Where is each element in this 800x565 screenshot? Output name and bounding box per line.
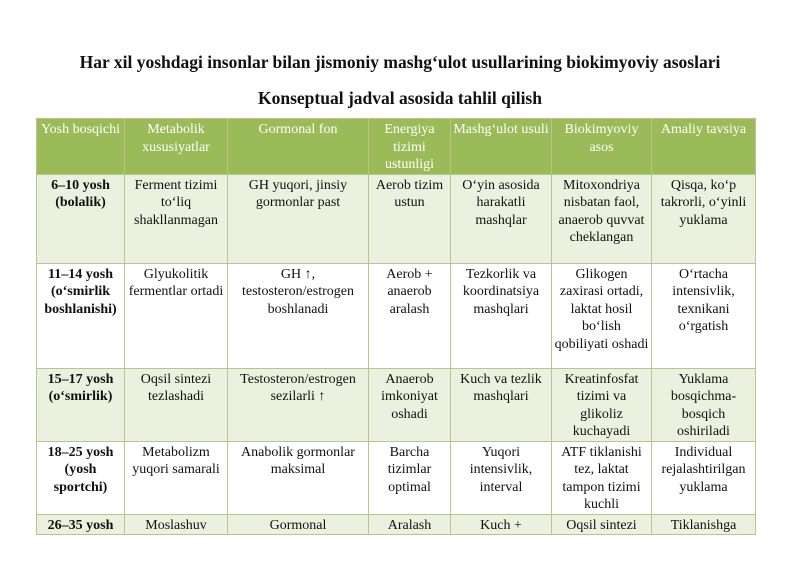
table-cell: Qisqa, ko‘p takrorli, o‘yinli yuklama bbox=[652, 174, 756, 263]
header-row bbox=[37, 119, 756, 175]
table-cell: Moslashuv bbox=[125, 514, 228, 535]
table-cell: Aerob tizim ustun bbox=[369, 174, 451, 263]
column-header: Metabolik xususiyatlar bbox=[125, 119, 228, 175]
table-cell: Mitoxondriya nisbatan faol, anaerob quvvat cheklangan bbox=[552, 174, 652, 263]
table-cell: 6–10 yosh (bolalik) bbox=[37, 174, 125, 263]
table-cell: Aralash bbox=[369, 514, 451, 535]
table-cell: 18–25 yosh (yosh sportchi) bbox=[37, 441, 125, 514]
table-row bbox=[37, 174, 756, 263]
column-header: Mashg‘ulot usuli bbox=[451, 119, 552, 175]
document-subtitle: Konseptual jadval asosida tahlil qilish bbox=[258, 88, 542, 108]
table-cell: Yuqori intensivlik, interval bbox=[451, 441, 552, 514]
biochemistry-table bbox=[36, 118, 756, 535]
column-header: Biokimyoviy asos bbox=[552, 119, 652, 175]
table-cell: Tezkorlik va koordinatsiya mashqlari bbox=[451, 263, 552, 368]
table-cell: Oqsil sintezi tezlashadi bbox=[125, 368, 228, 441]
table-cell: ATF tiklanishi tez, laktat tampon tizimi kuchli bbox=[552, 441, 652, 514]
table-cell: Oqsil sintezi bbox=[552, 514, 652, 535]
table-header bbox=[37, 119, 756, 175]
table-cell: Gormonal bbox=[228, 514, 369, 535]
table-row bbox=[37, 263, 756, 368]
table-cell: 11–14 yosh (o‘smirlik boshlanishi) bbox=[37, 263, 125, 368]
table-cell: Metabolizm yuqori samarali bbox=[125, 441, 228, 514]
table-row bbox=[37, 441, 756, 514]
column-header: Energiya tizimi ustunligi bbox=[369, 119, 451, 175]
table-body bbox=[37, 174, 756, 535]
table-cell: 15–17 yosh (o‘smirlik) bbox=[37, 368, 125, 441]
table-cell: O‘rtacha intensivlik, texnikani o‘rgatish bbox=[652, 263, 756, 368]
table-cell: Ferment tizimi to‘liq shakllanmagan bbox=[125, 174, 228, 263]
table-cell: Yuklama bosqichma-bosqich oshiriladi bbox=[652, 368, 756, 441]
table-cell: Anabolik gormonlar maksimal bbox=[228, 441, 369, 514]
column-header: Gormonal fon bbox=[228, 119, 369, 175]
column-header: Yosh bosqichi bbox=[37, 119, 125, 175]
table-row bbox=[37, 514, 756, 535]
table-cell: Barcha tizimlar optimal bbox=[369, 441, 451, 514]
table-cell: GH ↑, testosteron/estrogen boshlanadi bbox=[228, 263, 369, 368]
table-cell: Anaerob imkoniyat oshadi bbox=[369, 368, 451, 441]
table-cell: GH yuqori, jinsiy gormonlar past bbox=[228, 174, 369, 263]
document-title: Har xil yoshdagi insonlar bilan jismoniy mashg‘ulot usullarining biokimyoviy asoslari bbox=[79, 52, 721, 72]
table-cell: Tiklanishga bbox=[652, 514, 756, 535]
table-cell: Kuch va tezlik mashqlari bbox=[451, 368, 552, 441]
table-cell: Glyukolitik fermentlar ortadi bbox=[125, 263, 228, 368]
table-row bbox=[37, 368, 756, 441]
table-cell: Testosteron/estrogen sezilarli ↑ bbox=[228, 368, 369, 441]
table-cell: Aerob + anaerob aralash bbox=[369, 263, 451, 368]
table-cell: Glikogen zaxirasi ortadi, laktat hosil bo‘lish qobiliyati oshadi bbox=[552, 263, 652, 368]
column-header: Amaliy tavsiya bbox=[652, 119, 756, 175]
table-cell: Individual rejalashtirilgan yuklama bbox=[652, 441, 756, 514]
table-cell: Kuch + bbox=[451, 514, 552, 535]
table-cell: 26–35 yosh bbox=[37, 514, 125, 535]
table-cell: O‘yin asosida harakatli mashqlar bbox=[451, 174, 552, 263]
table-cell: Kreatinfosfat tizimi va glikoliz kuchayadi bbox=[552, 368, 652, 441]
